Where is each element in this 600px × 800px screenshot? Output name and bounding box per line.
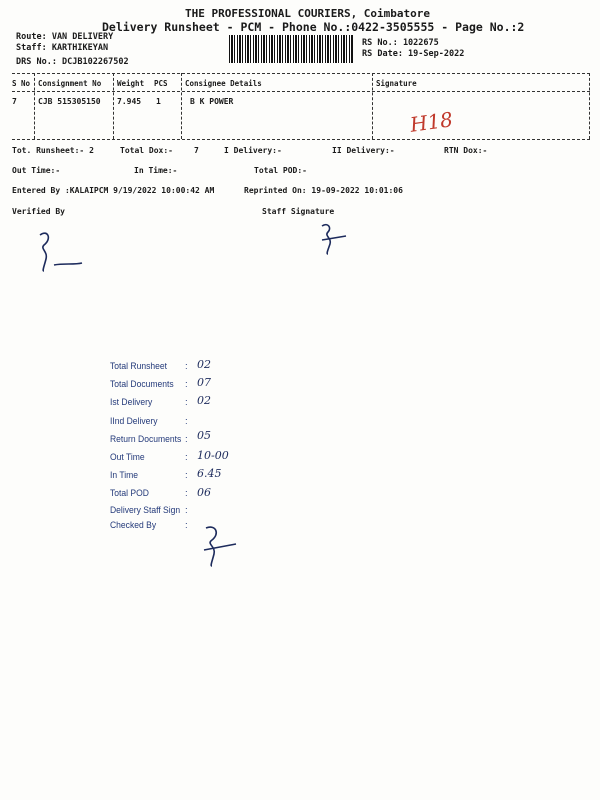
rs-date: RS Date: 19-Sep-2022 [362,49,465,59]
summary-value: 06 [197,486,211,499]
rtn-dox: RTN Dox:- [444,146,488,155]
summary-label: Total Runsheet [110,361,168,372]
col-header-sno: S No [12,79,31,88]
summary-value: 02 [197,394,211,407]
route-label: Route: VAN DELIVERY [16,32,114,42]
col-header-pcs: PCS [154,79,168,88]
out-time: Out Time:- [12,166,61,175]
col-header-consignment: Consignment No [38,79,102,88]
summary-value: 6.45 [197,467,222,480]
summary-colon: : [185,361,188,372]
summary-colon: : [185,520,188,531]
checked-by-signature-mark [196,522,246,572]
in-time: In Time:- [134,166,178,175]
col-divider [589,73,590,139]
summary-colon: : [185,470,188,481]
cell-consignment: CJB 515305150 [38,97,101,106]
col-divider [113,73,114,139]
total-pod: Total POD:- [254,166,307,175]
reprinted-on: Reprinted On: 19-09-2022 10:01:06 [244,186,403,195]
total-dox-label: Total Dox:- [120,146,173,155]
summary-label: Out Time [110,452,145,463]
summary-value: 02 [197,358,211,371]
table-bottom-rule [12,139,590,140]
summary-colon: : [185,488,188,499]
col-divider [34,73,35,139]
summary-colon: : [185,452,188,463]
summary-colon: : [185,379,188,390]
summary-colon: : [185,505,188,516]
cell-signature-handwritten: H18 [408,107,455,137]
company-name: THE PROFESSIONAL COURIERS, Coimbatore [185,7,431,20]
table-top-rule [12,73,590,74]
verified-signature-mark [34,225,94,275]
summary-colon: : [185,416,188,427]
runsheet-title: Delivery Runsheet - PCM - Phone No.:0422-3505555 - Page No.:2 [102,20,525,34]
summary-label: Total Documents [110,379,174,390]
summary-label: IInd Delivery [110,416,158,427]
staff-signature-mark [316,218,356,258]
total-dox-value: 7 [194,146,199,155]
table-header-rule [12,91,590,92]
col-header-signature: Signature [376,79,417,88]
summary-value: 05 [197,429,211,442]
staff-label: Staff: KARTHIKEYAN [16,43,109,53]
rs-number: RS No.: 1022675 [362,38,439,48]
ii-delivery: II Delivery:- [332,146,395,155]
cell-weight: 7.945 [117,97,142,106]
summary-label: Checked By [110,520,157,531]
i-delivery: I Delivery:- [224,146,282,155]
tot-runsheet: Tot. Runsheet:- 2 [12,146,94,155]
verified-by: Verified By [12,207,65,216]
col-divider [181,73,182,139]
summary-label: Ist Delivery [110,397,153,408]
summary-label: Return Documents [110,434,182,445]
summary-label: Total POD [110,488,149,499]
summary-label: Delivery Staff Sign [110,505,181,516]
summary-colon: : [185,434,188,445]
col-header-consignee: Consignee Details [185,79,262,88]
entered-by: Entered By :KALAIPCM 9/19/2022 10:00:42 AM [12,186,215,195]
summary-value: 10-00 [197,449,229,462]
drs-number: DRS No.: DCJB102267502 [16,57,129,67]
staff-signature-label: Staff Signature [262,207,335,216]
col-header-weight: Weight [117,79,145,88]
summary-label: In Time [110,470,139,481]
col-divider [372,73,373,139]
cell-pcs: 1 [156,97,161,106]
cell-sno: 7 [12,97,17,106]
cell-consignee: B K POWER [190,97,234,106]
summary-value: 07 [197,376,211,389]
summary-colon: : [185,397,188,408]
barcode-image [229,35,353,63]
